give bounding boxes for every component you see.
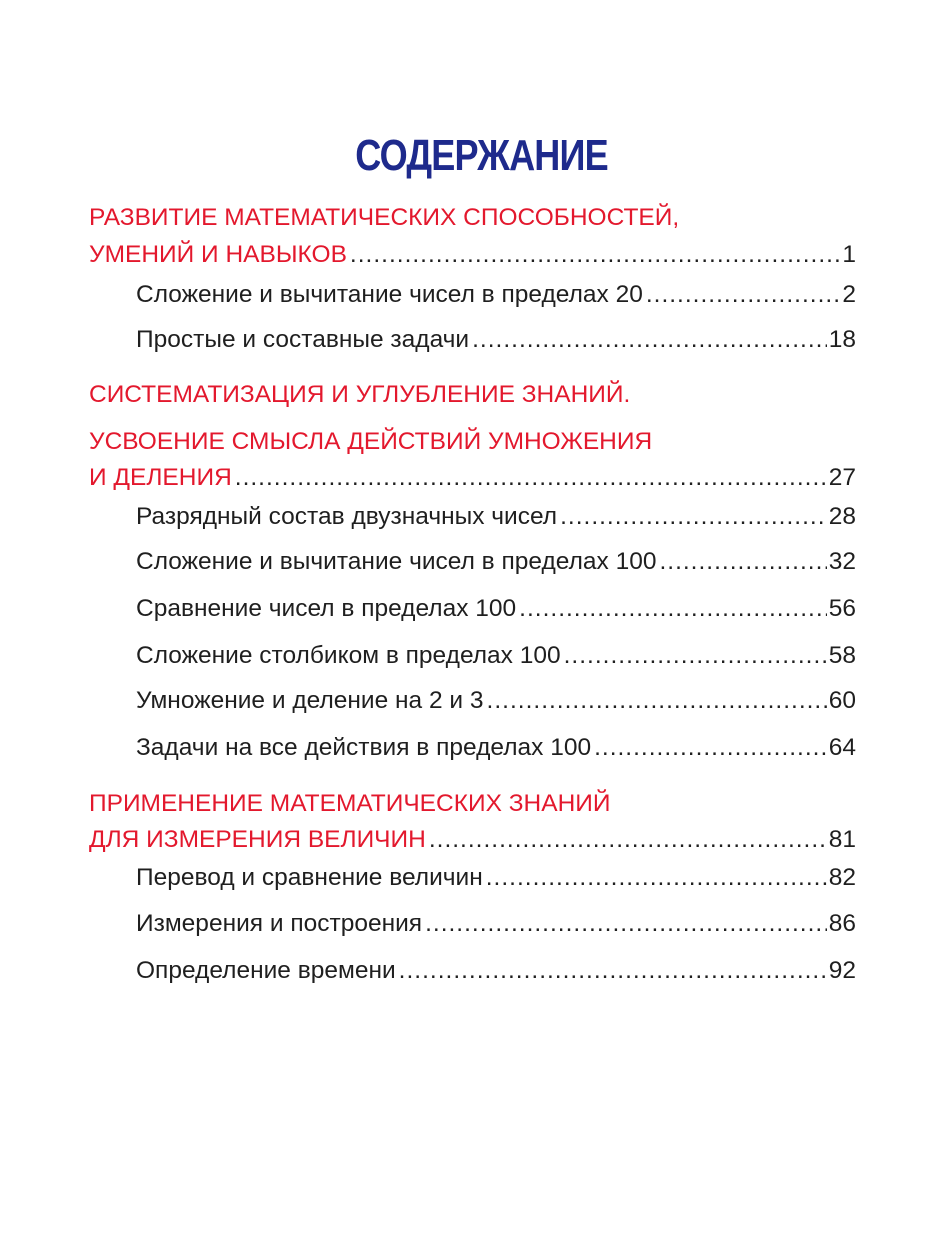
dot-leader bbox=[399, 956, 827, 986]
toc-item[interactable] bbox=[136, 733, 856, 763]
toc-item[interactable] bbox=[136, 547, 856, 577]
section-2-title-line-2: УСВОЕНИЕ СМЫСЛА ДЕЙСТВИЙ УМНОЖЕНИЯ bbox=[89, 428, 653, 455]
toc-item-label: Простые и составные задачи bbox=[136, 326, 470, 353]
dot-leader bbox=[429, 825, 827, 855]
toc-item[interactable] bbox=[136, 956, 856, 986]
toc-item[interactable] bbox=[136, 325, 856, 355]
section-3-page-number: 81 bbox=[828, 826, 856, 853]
toc-item-label: Сложение столбиком в пределах 100 bbox=[136, 642, 561, 669]
section-2-page-number: 27 bbox=[828, 464, 856, 491]
section-1-title-line-1: РАЗВИТИЕ МАТЕМАТИЧЕСКИХ СПОСОБНОСТЕЙ, bbox=[89, 204, 680, 231]
dot-leader bbox=[659, 547, 826, 577]
toc-item-page-number: 56 bbox=[828, 595, 856, 622]
section-2-entry[interactable] bbox=[89, 463, 856, 493]
toc-item-label: Разрядный состав двузначных чисел bbox=[136, 503, 558, 530]
section-3-title-line-2: ДЛЯ ИЗМЕРЕНИЯ ВЕЛИЧИН bbox=[89, 826, 426, 853]
toc-item-page-number: 60 bbox=[828, 687, 856, 714]
dot-leader bbox=[487, 686, 827, 716]
toc-item-label: Сравнение чисел в пределах 100 bbox=[136, 595, 517, 622]
section-1-page-number: 1 bbox=[842, 241, 856, 268]
page-title: СОДЕРЖАНИЕ bbox=[355, 131, 608, 180]
dot-leader bbox=[425, 909, 827, 939]
section-3-entry[interactable] bbox=[89, 825, 856, 855]
toc-item-page-number: 82 bbox=[828, 864, 856, 891]
toc-item-page-number: 92 bbox=[828, 957, 856, 984]
toc-item-page-number: 32 bbox=[828, 548, 856, 575]
toc-item[interactable] bbox=[136, 863, 856, 893]
toc-item-label: Перевод и сравнение величин bbox=[136, 864, 483, 891]
toc-item-label: Определение времени bbox=[136, 957, 396, 984]
toc-item[interactable] bbox=[136, 594, 856, 624]
toc-item-page-number: 58 bbox=[828, 642, 856, 669]
toc-item[interactable] bbox=[136, 686, 856, 716]
toc-item-page-number: 2 bbox=[842, 281, 856, 308]
dot-leader bbox=[235, 463, 827, 493]
section-3-title-line-1: ПРИМЕНЕНИЕ МАТЕМАТИЧЕСКИХ ЗНАНИЙ bbox=[89, 790, 611, 817]
dot-leader bbox=[350, 240, 840, 270]
toc-item-label: Сложение и вычитание чисел в пределах 20 bbox=[136, 281, 643, 308]
section-2-title-line-3: И ДЕЛЕНИЯ bbox=[89, 464, 232, 491]
toc-item-label: Измерения и построения bbox=[136, 910, 423, 937]
dot-leader bbox=[560, 502, 827, 532]
toc-item-page-number: 64 bbox=[828, 734, 856, 761]
dot-leader bbox=[472, 325, 827, 355]
toc-item-label: Задачи на все действия в пределах 100 bbox=[136, 734, 592, 761]
toc-item-label: Сложение и вычитание чисел в пределах 100 bbox=[136, 548, 657, 575]
toc-item-page-number: 86 bbox=[828, 910, 856, 937]
toc-item[interactable] bbox=[136, 280, 856, 310]
toc-item[interactable] bbox=[136, 502, 856, 532]
dot-leader bbox=[486, 863, 827, 893]
toc-item-page-number: 18 bbox=[828, 326, 856, 353]
toc-item[interactable] bbox=[136, 909, 856, 939]
section-2-title-line-1: СИСТЕМАТИЗАЦИЯ И УГЛУБЛЕНИЕ ЗНАНИЙ. bbox=[89, 381, 631, 408]
section-1-title-line-2: УМЕНИЙ И НАВЫКОВ bbox=[89, 241, 347, 268]
dot-leader bbox=[594, 733, 827, 763]
dot-leader bbox=[564, 641, 827, 671]
section-1-entry[interactable] bbox=[89, 240, 856, 270]
toc-item-page-number: 28 bbox=[828, 503, 856, 530]
toc-item-label: Умножение и деление на 2 и 3 bbox=[136, 687, 484, 714]
dot-leader bbox=[519, 594, 827, 624]
dot-leader bbox=[646, 280, 841, 310]
toc-item[interactable] bbox=[136, 641, 856, 671]
